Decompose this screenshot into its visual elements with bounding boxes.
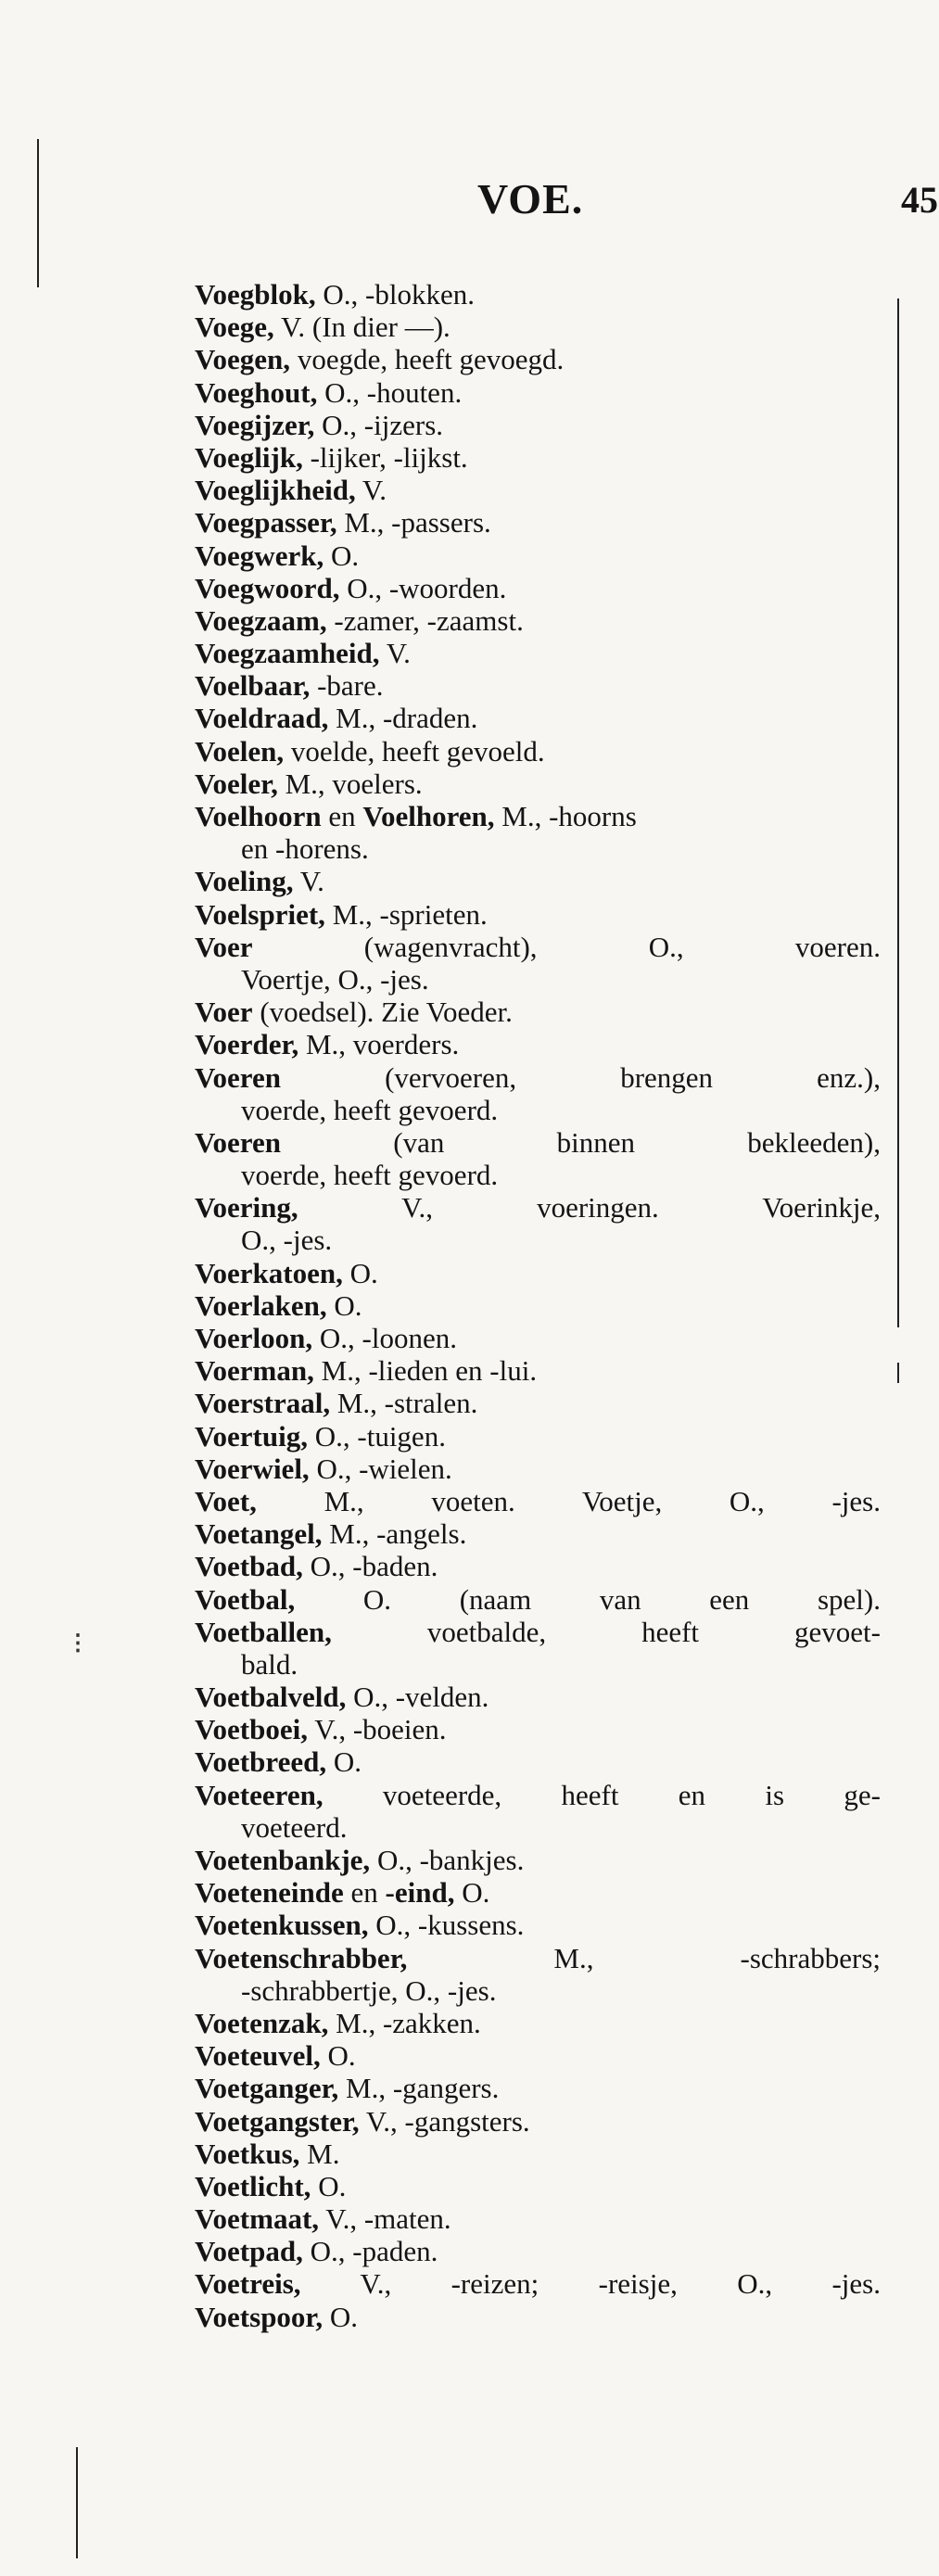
headword: -eind, xyxy=(385,1876,455,1910)
left-margin-rule-lower xyxy=(76,2447,78,2558)
entry-line xyxy=(195,1453,881,1485)
headword: Voelen, xyxy=(195,734,285,768)
headword: Voeteeren, xyxy=(195,1778,324,1811)
entry-line xyxy=(195,800,881,832)
entry-line xyxy=(195,2202,881,2235)
definition: M., voerders. xyxy=(298,1028,460,1061)
definition: V., -maten. xyxy=(319,2202,451,2236)
entry-line xyxy=(195,1583,881,1616)
definition: V. (In dier —). xyxy=(273,311,450,344)
definition: O. xyxy=(326,1288,362,1322)
entry-line xyxy=(195,931,881,963)
entry-line xyxy=(195,474,881,506)
definition: V., voeringen. Voerinkje, xyxy=(298,1191,881,1225)
entry-line xyxy=(195,1224,881,1256)
headword: Voeldraad, xyxy=(195,702,329,735)
definition: M., -gangers. xyxy=(338,2072,500,2105)
definition: V., -boeien. xyxy=(308,1713,447,1746)
headword: Voeteuvel, xyxy=(195,2039,321,2073)
definition: O., -bankjes. xyxy=(370,1844,525,1876)
entry-line xyxy=(195,1289,881,1322)
entry-line xyxy=(195,1485,881,1517)
definition: M., -passers. xyxy=(336,506,491,539)
entry-line xyxy=(195,735,881,768)
headword: Voetenbankje, xyxy=(195,1844,371,1876)
entry-line xyxy=(195,669,881,702)
definition: O., -blokken. xyxy=(315,278,475,311)
entry-line xyxy=(195,1159,881,1191)
continuation: Voertje, O., -jes. xyxy=(241,962,429,996)
definition: voelde, heeft gevoeld. xyxy=(284,734,545,768)
definition: M., -stralen. xyxy=(330,1387,478,1420)
entry-line xyxy=(195,506,881,539)
definition: O., -tuigen. xyxy=(308,1419,446,1453)
entry-line xyxy=(195,1909,881,1941)
entry-line xyxy=(195,1942,881,1974)
headword: Voeling, xyxy=(195,865,294,898)
entry-line xyxy=(195,278,881,311)
headword: Voet, xyxy=(195,1484,257,1517)
definition: M. xyxy=(299,2137,340,2170)
definition: O. xyxy=(320,2039,356,2073)
entry-line xyxy=(195,1061,881,1094)
headword: Voegijzer, xyxy=(195,408,315,441)
headword: Voetangel, xyxy=(195,1517,323,1551)
definition: voeteerde, heeft en is ge- xyxy=(323,1778,881,1811)
definition: M., voeten. Voetje, O., -jes. xyxy=(256,1484,881,1517)
headword: Voetballen, xyxy=(195,1615,332,1648)
entry-line xyxy=(195,1713,881,1745)
headword: Voer xyxy=(195,930,253,963)
entry-line xyxy=(195,898,881,931)
entry-line xyxy=(195,996,881,1028)
entry-line xyxy=(195,1811,881,1844)
entry-line xyxy=(195,343,881,375)
headword: Voetganger, xyxy=(195,2072,339,2105)
headword: Voegblok, xyxy=(195,278,316,311)
headword: Voetenzak, xyxy=(195,2006,329,2039)
headword: Voerloon, xyxy=(195,1322,313,1354)
headword: Voeghout, xyxy=(195,375,318,409)
definition: V. xyxy=(355,474,387,507)
entry-line xyxy=(195,1387,881,1419)
definition: O. xyxy=(342,1256,378,1289)
entry-line xyxy=(195,1094,881,1126)
entry-line xyxy=(195,832,881,865)
definition: O., -kussens. xyxy=(368,1909,525,1942)
entry-line xyxy=(195,2267,881,2300)
entry-line xyxy=(195,1354,881,1387)
continuation: voeteerd. xyxy=(241,1810,348,1844)
entry-line xyxy=(195,2039,881,2072)
continuation: en -horens. xyxy=(241,832,369,866)
entry-line xyxy=(195,409,881,441)
headword: Voetreis, xyxy=(195,2267,301,2301)
definition: V., -reizen; -reisje, O., -jes. xyxy=(300,2267,881,2301)
headword: Voeren xyxy=(195,1060,281,1094)
entry-line xyxy=(195,1681,881,1713)
definition: en xyxy=(343,1876,386,1910)
definition: M., -lieden en -lui. xyxy=(313,1354,538,1388)
headword: Voegwerk, xyxy=(195,539,324,572)
entry-line xyxy=(195,441,881,474)
definition: O., -ijzers. xyxy=(314,408,444,441)
continuation: bald. xyxy=(241,1647,298,1681)
headword: Voetlicht, xyxy=(195,2169,311,2202)
definition: O. xyxy=(323,2300,358,2333)
definition: O., -paden. xyxy=(302,2235,438,2268)
entry-line xyxy=(195,1550,881,1582)
headword: Voetgangster, xyxy=(195,2104,360,2138)
column-rule-tick xyxy=(897,1363,899,1383)
headword: Voelbaar, xyxy=(195,669,311,703)
entry-line xyxy=(195,1420,881,1453)
definition: M., -sprieten. xyxy=(324,897,488,931)
entry-line xyxy=(195,2170,881,2202)
headword: Voetboei, xyxy=(195,1713,308,1746)
headword: Voeler, xyxy=(195,767,278,800)
left-margin-rule xyxy=(37,139,39,287)
entry-line xyxy=(195,768,881,800)
definition: O. xyxy=(454,1876,490,1910)
definition: M., -draden. xyxy=(328,702,478,735)
continuation: voerde, heeft gevoerd. xyxy=(241,1093,499,1126)
headword: Voeglijkheid, xyxy=(195,474,356,507)
headword: Voerwiel, xyxy=(195,1452,310,1485)
definition: voetbalde, heeft gevoet- xyxy=(331,1615,881,1648)
headword: Voering, xyxy=(195,1191,298,1225)
headword: Voegzaamheid, xyxy=(195,637,380,670)
continuation: -schrabbertje, O., -jes. xyxy=(241,1973,497,2007)
headword: Voeteneinde xyxy=(195,1876,344,1910)
headword: Voerman, xyxy=(195,1354,314,1388)
entry-line xyxy=(195,1745,881,1778)
entry-line xyxy=(195,963,881,996)
headword: Voetenschrabber, xyxy=(195,1941,408,1974)
definition: M., -angels. xyxy=(322,1517,467,1551)
margin-mark: ⋮ xyxy=(67,1631,89,1656)
headword: Voegwoord, xyxy=(195,571,340,604)
headword: Voertuig, xyxy=(195,1419,308,1453)
definition: (van binnen bekleeden), xyxy=(281,1125,881,1159)
page-title: VOE. xyxy=(477,175,584,222)
headword: Voelspriet, xyxy=(195,897,325,931)
entry-line xyxy=(195,2072,881,2104)
entry-line xyxy=(195,1191,881,1224)
definition: V. xyxy=(379,637,411,670)
headword: Voege, xyxy=(195,311,274,344)
headword: Voelhoren, xyxy=(362,800,495,832)
entry-line xyxy=(195,1844,881,1876)
entry-line xyxy=(195,572,881,604)
headword: Voer xyxy=(195,996,253,1029)
headword: Voetenkussen, xyxy=(195,1909,369,1942)
definition: O., -loonen. xyxy=(312,1322,458,1354)
entry-line xyxy=(195,1779,881,1811)
definition: (wagenvracht), O., voeren. xyxy=(252,930,881,963)
entry-line xyxy=(195,1974,881,2007)
entry-line xyxy=(195,865,881,897)
entry-line xyxy=(195,1876,881,1909)
entry-line xyxy=(195,1517,881,1550)
entry-line xyxy=(195,2301,881,2333)
headword: Voetspoor, xyxy=(195,2300,324,2333)
definition: (voedsel). Zie Voeder. xyxy=(252,996,513,1029)
definition: O., -woorden. xyxy=(339,571,507,604)
headword: Voerlaken, xyxy=(195,1288,327,1322)
headword: Voerkatoen, xyxy=(195,1256,343,1289)
definition: M., -hoorns xyxy=(494,800,637,832)
page-number: 45 xyxy=(901,179,938,221)
definition: M., voelers. xyxy=(277,767,423,800)
definition: -bare. xyxy=(310,669,384,703)
definition: V. xyxy=(293,865,324,898)
headword: Voetbalveld, xyxy=(195,1681,347,1714)
definition: O., -houten. xyxy=(317,375,463,409)
entry-line xyxy=(195,376,881,409)
continuation: O., -jes. xyxy=(241,1224,333,1257)
entry-line xyxy=(195,2105,881,2138)
entry-line xyxy=(195,2138,881,2170)
definition: V., -gangsters. xyxy=(359,2104,530,2138)
headword: Voelhoorn xyxy=(195,800,322,832)
definition: O. xyxy=(326,1745,362,1779)
entry-line xyxy=(195,637,881,669)
continuation: voerde, heeft gevoerd. xyxy=(241,1159,499,1192)
definition: M., -schrabbers; xyxy=(407,1941,881,1974)
headword: Voetmaat, xyxy=(195,2202,320,2236)
definition: voegde, heeft gevoegd. xyxy=(290,343,565,376)
definition: -lijker, -lijkst. xyxy=(302,440,468,474)
entry-line xyxy=(195,311,881,343)
headword: Voeren xyxy=(195,1125,281,1159)
definition: M., -zakken. xyxy=(328,2006,481,2039)
column-rule xyxy=(897,298,899,1327)
entry-line xyxy=(195,1648,881,1681)
headword: Voerstraal, xyxy=(195,1387,331,1420)
headword: Voetbad, xyxy=(195,1550,303,1583)
definition: O., -wielen. xyxy=(309,1452,452,1485)
headword: Voetkus, xyxy=(195,2137,300,2170)
headword: Voetbreed, xyxy=(195,1745,327,1779)
definition: O. xyxy=(311,2169,347,2202)
definition: O., -velden. xyxy=(346,1681,489,1714)
definition: O. xyxy=(324,539,360,572)
headword: Voetbal, xyxy=(195,1582,296,1616)
entry-line xyxy=(195,1322,881,1354)
headword: Voerder, xyxy=(195,1028,299,1061)
entry-line xyxy=(195,539,881,572)
entry-line xyxy=(195,1028,881,1060)
headword: Voetpad, xyxy=(195,2235,303,2268)
headword: Voeglijk, xyxy=(195,440,303,474)
entry-list xyxy=(195,278,881,2333)
entry-line xyxy=(195,2235,881,2267)
definition: O. (naam van een spel). xyxy=(295,1582,881,1616)
headword: Voegpasser, xyxy=(195,506,337,539)
entry-line xyxy=(195,2007,881,2039)
definition: -zamer, -zaamst. xyxy=(326,603,524,637)
definition: (vervoeren, brengen enz.), xyxy=(281,1060,881,1094)
entry-line xyxy=(195,1257,881,1289)
headword: Voegzaam, xyxy=(195,603,327,637)
entry-line xyxy=(195,1126,881,1159)
definition: O., -baden. xyxy=(302,1550,438,1583)
entry-line xyxy=(195,604,881,637)
entry-line xyxy=(195,1616,881,1648)
headword: Voegen, xyxy=(195,343,291,376)
entry-line xyxy=(195,702,881,734)
definition: en xyxy=(321,800,363,832)
